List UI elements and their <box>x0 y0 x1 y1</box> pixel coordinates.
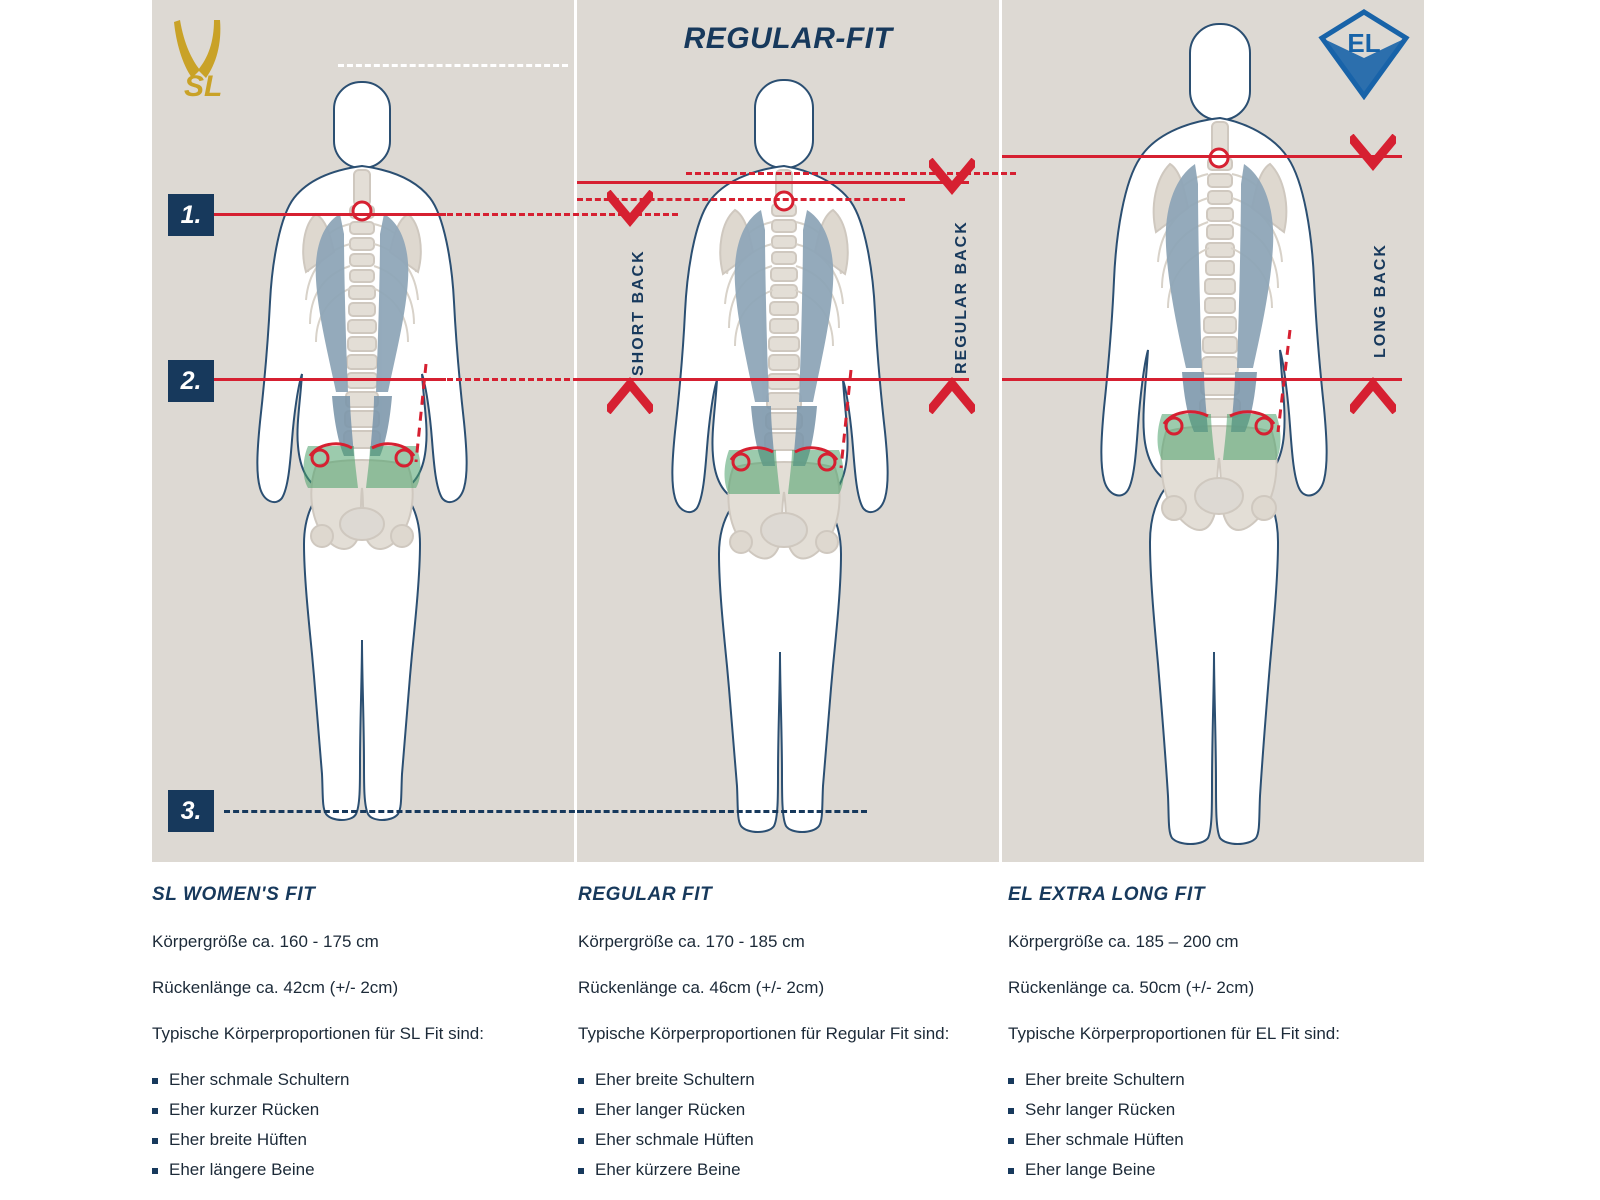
back-length-sl: Rückenlänge ca. 42cm (+/- 2cm) <box>152 978 399 997</box>
list-item: Eher schmale Hüften <box>1008 1130 1398 1150</box>
list-item: Eher breite Hüften <box>152 1130 542 1150</box>
svg-text:EL: EL <box>1347 28 1381 58</box>
tall-male-back-anatomy-figure <box>1050 18 1390 848</box>
fit-description-columns <box>152 862 1424 1200</box>
list-item: Eher lange Beine <box>1008 1160 1398 1180</box>
hip-line-solid <box>214 378 446 381</box>
back-length-regular: Rückenlänge ca. 46cm (+/- 2cm) <box>578 978 825 997</box>
chevron-up-icon <box>607 374 653 414</box>
proportions-intro-el: Typische Körperproportionen für EL Fit sind: <box>1008 1024 1340 1043</box>
shoulder-line-solid <box>1002 155 1402 158</box>
list-item: Sehr langer Rücken <box>1008 1100 1398 1120</box>
column-title-el: EL EXTRA LONG FIT <box>1008 884 1206 905</box>
column-sl <box>152 862 568 1200</box>
shoulder-line-solid <box>577 181 969 184</box>
back-length-label-regular: REGULAR BACK <box>953 220 970 374</box>
illustration-band <box>152 0 1424 862</box>
marker-1: 1. <box>168 194 214 236</box>
svg-text:SL: SL <box>184 70 223 100</box>
back-length-el: Rückenlänge ca. 50cm (+/- 2cm) <box>1008 978 1255 997</box>
chevron-down-icon <box>1350 134 1396 174</box>
marker-2: 2. <box>168 360 214 402</box>
column-regular <box>568 862 994 1200</box>
ground-line-dashed <box>224 810 584 813</box>
female-back-anatomy-figure <box>212 74 512 834</box>
panel-el <box>1002 0 1424 862</box>
back-length-label-sl: SHORT BACK <box>630 249 647 376</box>
list-item: Eher längere Beine <box>152 1160 542 1180</box>
back-length-label-el: LONG BACK <box>1372 243 1389 358</box>
list-item: Eher langer Rücken <box>578 1100 968 1120</box>
ground-line-dashed <box>577 810 867 813</box>
panel-regular <box>577 0 1002 862</box>
list-item: Eher breite Schultern <box>578 1070 968 1090</box>
marker-3: 3. <box>168 790 214 832</box>
proportions-intro-sl: Typische Körperproportionen für SL Fit sind: <box>152 1024 484 1043</box>
panel-sl <box>152 0 647 862</box>
hip-line-solid <box>1002 378 1402 381</box>
proportions-list-regular <box>578 1070 968 1180</box>
column-el <box>994 862 1424 1200</box>
shoulder-line-solid <box>214 213 446 216</box>
proportions-list-sl <box>152 1070 542 1180</box>
page-title: REGULAR-FIT <box>683 22 893 55</box>
chevron-down-icon <box>929 158 975 198</box>
chevron-down-icon <box>607 190 653 230</box>
height-range-sl: Körpergröße ca. 160 - 175 cm <box>152 932 379 951</box>
height-range-regular: Körpergröße ca. 170 - 185 cm <box>578 932 805 951</box>
chevron-up-icon <box>929 374 975 414</box>
list-item: Eher kürzere Beine <box>578 1160 968 1180</box>
male-back-anatomy-figure <box>625 74 945 844</box>
proportions-list-el <box>1008 1070 1398 1180</box>
height-range-el: Körpergröße ca. 185 – 200 cm <box>1008 932 1239 951</box>
top-reference-dashed-line <box>338 64 568 67</box>
list-item: Eher breite Schultern <box>1008 1070 1398 1090</box>
list-item: Eher kurzer Rücken <box>152 1100 542 1120</box>
list-item: Eher schmale Schultern <box>152 1070 542 1090</box>
chevron-up-icon <box>1350 374 1396 414</box>
list-item: Eher schmale Hüften <box>578 1130 968 1150</box>
column-title-regular: REGULAR FIT <box>578 884 713 905</box>
column-title-sl: SL WOMEN'S FIT <box>152 884 316 905</box>
proportions-intro-regular: Typische Körperproportionen für Regular Fit sind: <box>578 1024 950 1043</box>
